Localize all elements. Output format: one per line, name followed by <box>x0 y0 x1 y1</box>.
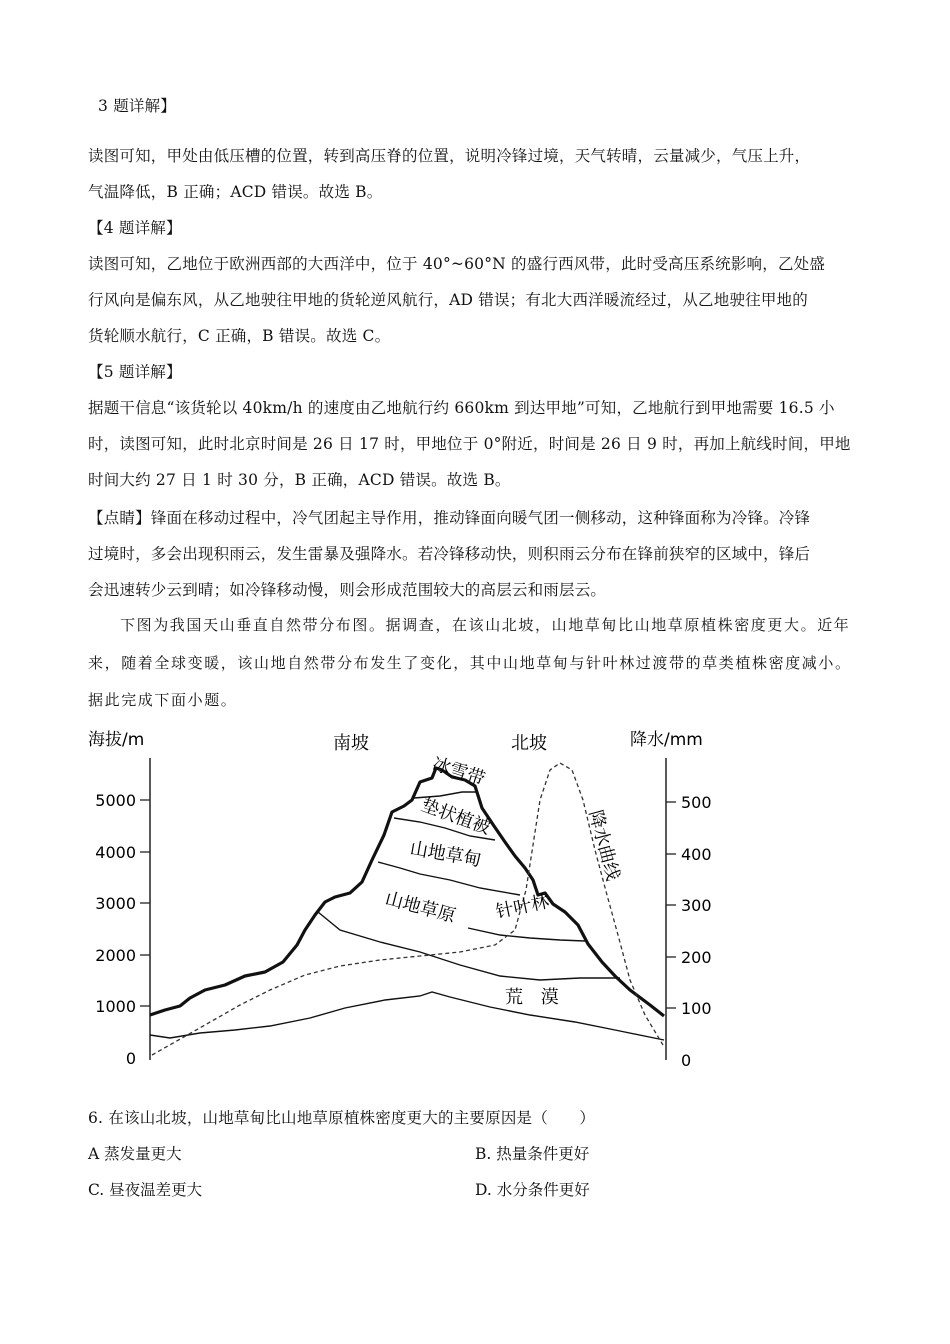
left-axis-title: 海拔/m <box>88 730 145 750</box>
stem-line-2: 来，随着全球变暖，该山地自然带分布发生了变化，其中山地草甸与针叶林过渡带的草类植株密度减小。 <box>88 654 852 672</box>
left-tick-label: 5000 <box>95 791 136 810</box>
q4-line-2: 行风向是偏东风，从乙地驶往甲地的货轮逆风航行，AD 错误；有北大西洋暖流经过，从乙地驶往甲地的 <box>88 291 808 309</box>
q5-line-3: 时间大约 27 日 1 时 30 分，B 正确，ACD 错误。故选 B。 <box>88 471 511 489</box>
tip-line-3: 会迅速转少云到晴；如冷锋移动慢，则会形成范围较大的高层云和雨层云。 <box>88 581 607 599</box>
q3-line-2: 气温降低，B 正确；ACD 错误。故选 B。 <box>88 183 383 201</box>
south-slope-label: 南坡 <box>333 733 369 754</box>
right-tick-label: 500 <box>681 793 712 812</box>
right-tick-label: 200 <box>681 948 712 967</box>
left-tick-label: 2000 <box>95 946 136 965</box>
right-tick-label: 400 <box>681 845 712 864</box>
left-tick-label: 3000 <box>95 894 136 913</box>
option-b[interactable]: B. 热量条件更好 <box>475 1145 590 1163</box>
q3-heading: 3 题详解】 <box>98 97 176 115</box>
north-slope-label: 北坡 <box>511 733 547 754</box>
zone-label-desert: 荒 漠 <box>505 987 565 1008</box>
right-tick-label: 100 <box>681 999 712 1018</box>
stem-line-1: 下图为我国天山垂直自然带分布图。据调查，在该山北坡，山地草甸比山地草原植株密度更大。近年 <box>120 616 851 634</box>
left-axis-ticks <box>140 800 150 1006</box>
q4-line-1: 读图可知，乙地位于欧洲西部的大西洋中，位于 40°~60°N 的盛行西风带，此时受高压系统影响，乙处盛 <box>88 255 826 273</box>
option-a[interactable]: A 蒸发量更大 <box>88 1145 182 1163</box>
mountain-outline <box>150 768 664 1016</box>
right-tick-label: 0 <box>681 1051 692 1070</box>
right-axis-ticks <box>666 802 676 1008</box>
zone-label-forest: 针叶林 <box>493 891 552 923</box>
right-axis-title: 降水/mm <box>630 730 703 750</box>
tip-line-2: 过境时，多会出现积雨云，发生雷暴及强降水。若冷锋移动快，则积雨云分布在锋前狭窄的区域中，锋后 <box>88 545 811 563</box>
q5-line-1: 据题干信息“该货轮以 40km/h 的速度由乙地航行约 660km 到达甲地”可知，乙地航行到甲地需要 16.5 小 <box>88 399 835 417</box>
zone-label-snow: 冰雪带 <box>429 753 488 791</box>
left-tick-label: 0 <box>125 1049 136 1068</box>
zone-label-meadow: 山地草甸 <box>408 838 483 872</box>
left-tick-label: 4000 <box>95 843 136 862</box>
desert-lower-boundary <box>150 992 664 1040</box>
q3-line-1: 读图可知，甲处由低压槽的位置，转到高压脊的位置，说明冷锋过境，天气转晴，云量减少，气压上升， <box>88 147 811 165</box>
right-tick-label: 300 <box>681 896 712 915</box>
stem-line-3: 据此完成下面小题。 <box>88 691 238 709</box>
steppe-meadow-boundary <box>378 862 520 895</box>
q5-heading: 【5 题详解】 <box>88 363 182 381</box>
q4-heading: 【4 题详解】 <box>88 219 182 237</box>
left-tick-label: 1000 <box>95 997 136 1016</box>
tip-line-1: 【点睛】锋面在移动过程中，冷气团起主导作用，推动锋面向暖气团一侧移动，这种锋面称为冷锋。冷锋 <box>88 509 811 527</box>
forest-lower-boundary <box>468 928 585 941</box>
zone-label-cushion: 垫状植被 <box>418 794 494 839</box>
zone-label-steppe: 山地草原 <box>382 888 458 928</box>
option-c[interactable]: C. 昼夜温差更大 <box>88 1181 203 1199</box>
tianshan-zone-diagram <box>80 718 720 1082</box>
q4-line-3: 货轮顺水航行，C 正确，B 错误。故选 C。 <box>88 327 391 345</box>
q5-line-2: 时，读图可知，此时北京时间是 26 日 17 时，甲地位于 0°附近，时间是 26 日 9 时，再加上航线时间，甲地 <box>88 435 851 453</box>
question-6-text: 6. 在该山北坡，山地草甸比山地草原植株密度更大的主要原因是（ ） <box>88 1109 596 1127</box>
option-d[interactable]: D. 水分条件更好 <box>475 1181 590 1199</box>
precipitation-curve-label: 降水曲线 <box>584 807 624 883</box>
